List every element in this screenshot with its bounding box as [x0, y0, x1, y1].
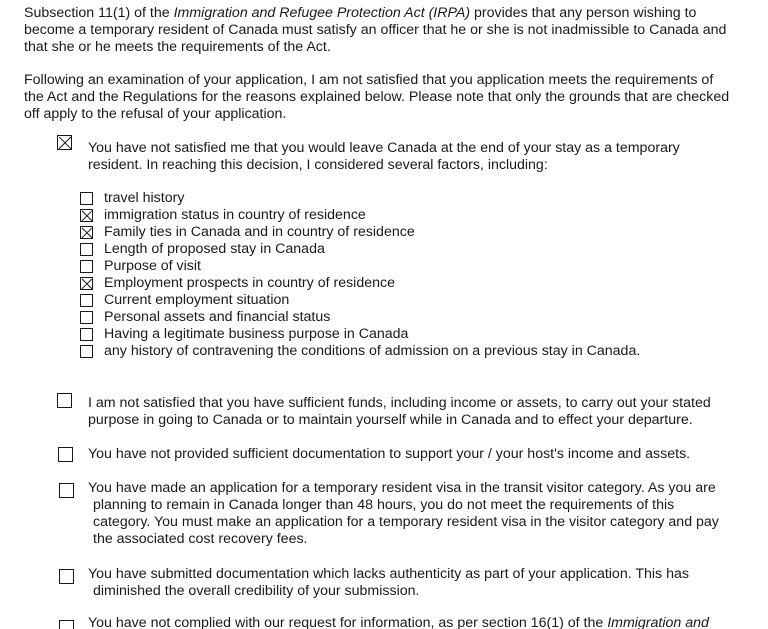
factor-checkbox-business-purpose[interactable]	[80, 328, 93, 341]
reason-checkbox-5[interactable]	[59, 569, 74, 584]
intro-p1-line-3: that she or he meets the requirements of the Act.	[24, 39, 331, 55]
factor-label-business-purpose: Having a legitimate business purpose in Canada	[104, 326, 409, 342]
factor-label-personal-assets: Personal assets and financial status	[104, 309, 331, 325]
intro-p1-line-1: Subsection 11(1) of the Immigration and Refugee Protection Act (IRPA) provides that any person wishing to	[24, 5, 697, 21]
factor-checkbox-length-of-stay[interactable]	[80, 243, 93, 256]
factor-checkbox-current-employment[interactable]	[80, 294, 93, 307]
factor-checkbox-purpose-of-visit[interactable]	[80, 260, 93, 273]
intro-paragraph-1	[24, 5, 744, 56]
factor-label-contravening-history: any history of contravening the conditions of admission on a previous stay in Canada.	[104, 343, 641, 359]
factor-checkbox-family-ties[interactable]	[80, 226, 93, 239]
factor-label-current-employment: Current employment situation	[104, 292, 290, 308]
intro-p2-line-3: off apply to the refusal of your application.	[24, 106, 287, 122]
factor-checkbox-travel-history[interactable]	[80, 192, 93, 205]
factor-checkbox-contravening-history[interactable]	[80, 345, 93, 358]
factor-label-immigration-status: immigration status in country of residence	[104, 207, 366, 223]
factor-label-length-of-stay: Length of proposed stay in Canada	[104, 241, 325, 257]
irpa-act-title-partial: Immigration and	[607, 615, 709, 629]
reason-text-6: You have not complied with our request for information, as per section 16(1) of the Immigration and	[88, 615, 709, 629]
reason-text-5: You have submitted documentation which lacks authenticity as part of your application. This has diminished the overall credibility of your submission.	[88, 566, 689, 599]
factor-label-family-ties: Family ties in Canada and in country of residence	[104, 224, 415, 240]
irpa-act-title: Immigration and Refugee Protection Act (IRPA)	[173, 5, 471, 21]
factor-label-employment-prospects: Employment prospects in country of residence	[104, 275, 395, 291]
intro-p1-line-2: become a temporary resident of Canada must satisfy an officer that he or she is not inadmissible to Canada and	[24, 22, 727, 38]
reason-checkbox-2[interactable]	[57, 393, 72, 408]
intro-p2-line-1: Following an examination of your application, I am not satisfied that you application meets the requirements of	[24, 72, 714, 88]
reason-checkbox-1[interactable]	[57, 135, 72, 150]
factor-checkbox-personal-assets[interactable]	[80, 311, 93, 324]
intro-p2-line-2: the Act and the Regulations for the reasons explained below. Please note that only the grounds that are checked	[24, 89, 730, 105]
reason-checkbox-3[interactable]	[58, 447, 73, 462]
reason-checkbox-4[interactable]	[59, 483, 74, 498]
factor-label-travel-history: travel history	[104, 190, 185, 206]
reason-text-4: You have made an application for a temporary resident visa in the transit visitor category. As you are planning to remain in Canada longer than 48 hours, you do not meet the requirements of this category. You must make an application for a temporary resident visa in the visitor category and pay the associated cost recovery fees.	[88, 480, 719, 547]
reason-text-3: You have not provided sufficient documentation to support your / your host's income and assets.	[88, 446, 691, 462]
reason-text-2: I am not satisfied that you have sufficient funds, including income or assets, to carry out your stated purpose in going to Canada or to maintain yourself while in Canada and to effect your departure.	[88, 395, 711, 428]
reason-checkbox-6[interactable]	[59, 620, 74, 629]
intro-paragraph-2	[24, 72, 744, 123]
factor-checkbox-immigration-status[interactable]	[80, 209, 93, 222]
factor-label-purpose-of-visit: Purpose of visit	[104, 258, 201, 274]
factor-checkbox-employment-prospects[interactable]	[80, 277, 93, 290]
reason-text-1: You have not satisfied me that you would leave Canada at the end of your stay as a temporary resident. In reaching this decision, I considered several factors, including:	[88, 140, 680, 173]
